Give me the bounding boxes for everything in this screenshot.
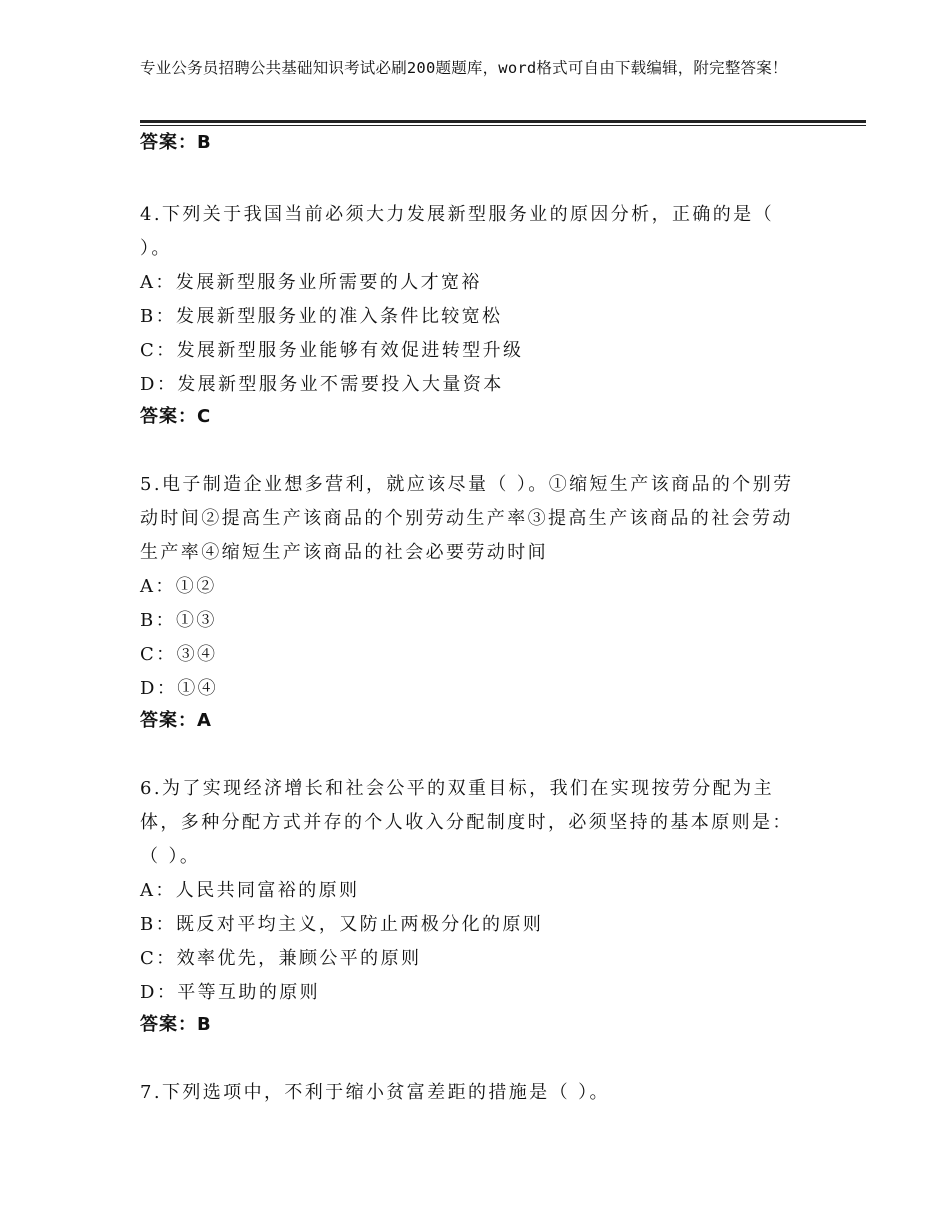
question-content: [140, 128, 800, 1110]
option-c: C：发展新型服务业能够有效促进转型升级: [140, 340, 524, 361]
question-stem: 5.电子制造企业想多营利，就应该尽量（ ）。①缩短生产该商品的个别劳动时间②提高生产该商品的个别劳动生产率③提高生产该商品的社会劳动生产率④缩短生产该商品的社会必要劳动时间: [140, 474, 794, 563]
option-c: C：③④: [140, 644, 218, 665]
option-a: A：人民共同富裕的原则: [140, 880, 360, 901]
option-b: B：既反对平均主义，又防止两极分化的原则: [140, 914, 544, 935]
answer-q4: 答案：C: [140, 406, 212, 427]
page-header: 专业公务员招聘公共基础知识考试必刷200题题库，word格式可自由下载编辑，附完整答案！: [140, 59, 788, 77]
question-stem: 4.下列关于我国当前必须大力发展新型服务业的原因分析，正确的是（ ）。: [140, 204, 774, 259]
header-rule-thin: [140, 125, 866, 126]
spacer: [140, 432, 800, 468]
question-stem: 6.为了实现经济增长和社会公平的双重目标，我们在实现按劳分配为主体，多种分配方式并存的个人收入分配制度时，必须坚持的基本原则是：（ ）。: [140, 778, 793, 867]
question-stem: 7.下列选项中，不利于缩小贫富差距的措施是（ ）。: [140, 1082, 610, 1103]
answer-q5: 答案：A: [140, 710, 212, 731]
spacer: [140, 158, 800, 198]
option-b: B：发展新型服务业的准入条件比较宽松: [140, 306, 503, 327]
option-a: A：①②: [140, 576, 217, 597]
spacer: [140, 736, 800, 772]
answer-q6: 答案：B: [140, 1014, 212, 1035]
option-d: D：发展新型服务业不需要投入大量资本: [140, 374, 504, 395]
spacer: [140, 1040, 800, 1076]
question-4: [140, 198, 800, 432]
option-d: D：平等互助的原则: [140, 982, 321, 1003]
option-b: B：①③: [140, 610, 217, 631]
option-d: D：①④: [140, 678, 219, 699]
question-5: [140, 468, 800, 736]
question-7: [140, 1076, 800, 1110]
option-c: C：效率优先，兼顾公平的原则: [140, 948, 422, 969]
question-6: [140, 772, 800, 1040]
option-a: A：发展新型服务业所需要的人才宽裕: [140, 272, 482, 293]
header-rule-thick: [140, 120, 866, 123]
answer-q3: 答案：B: [140, 132, 212, 153]
